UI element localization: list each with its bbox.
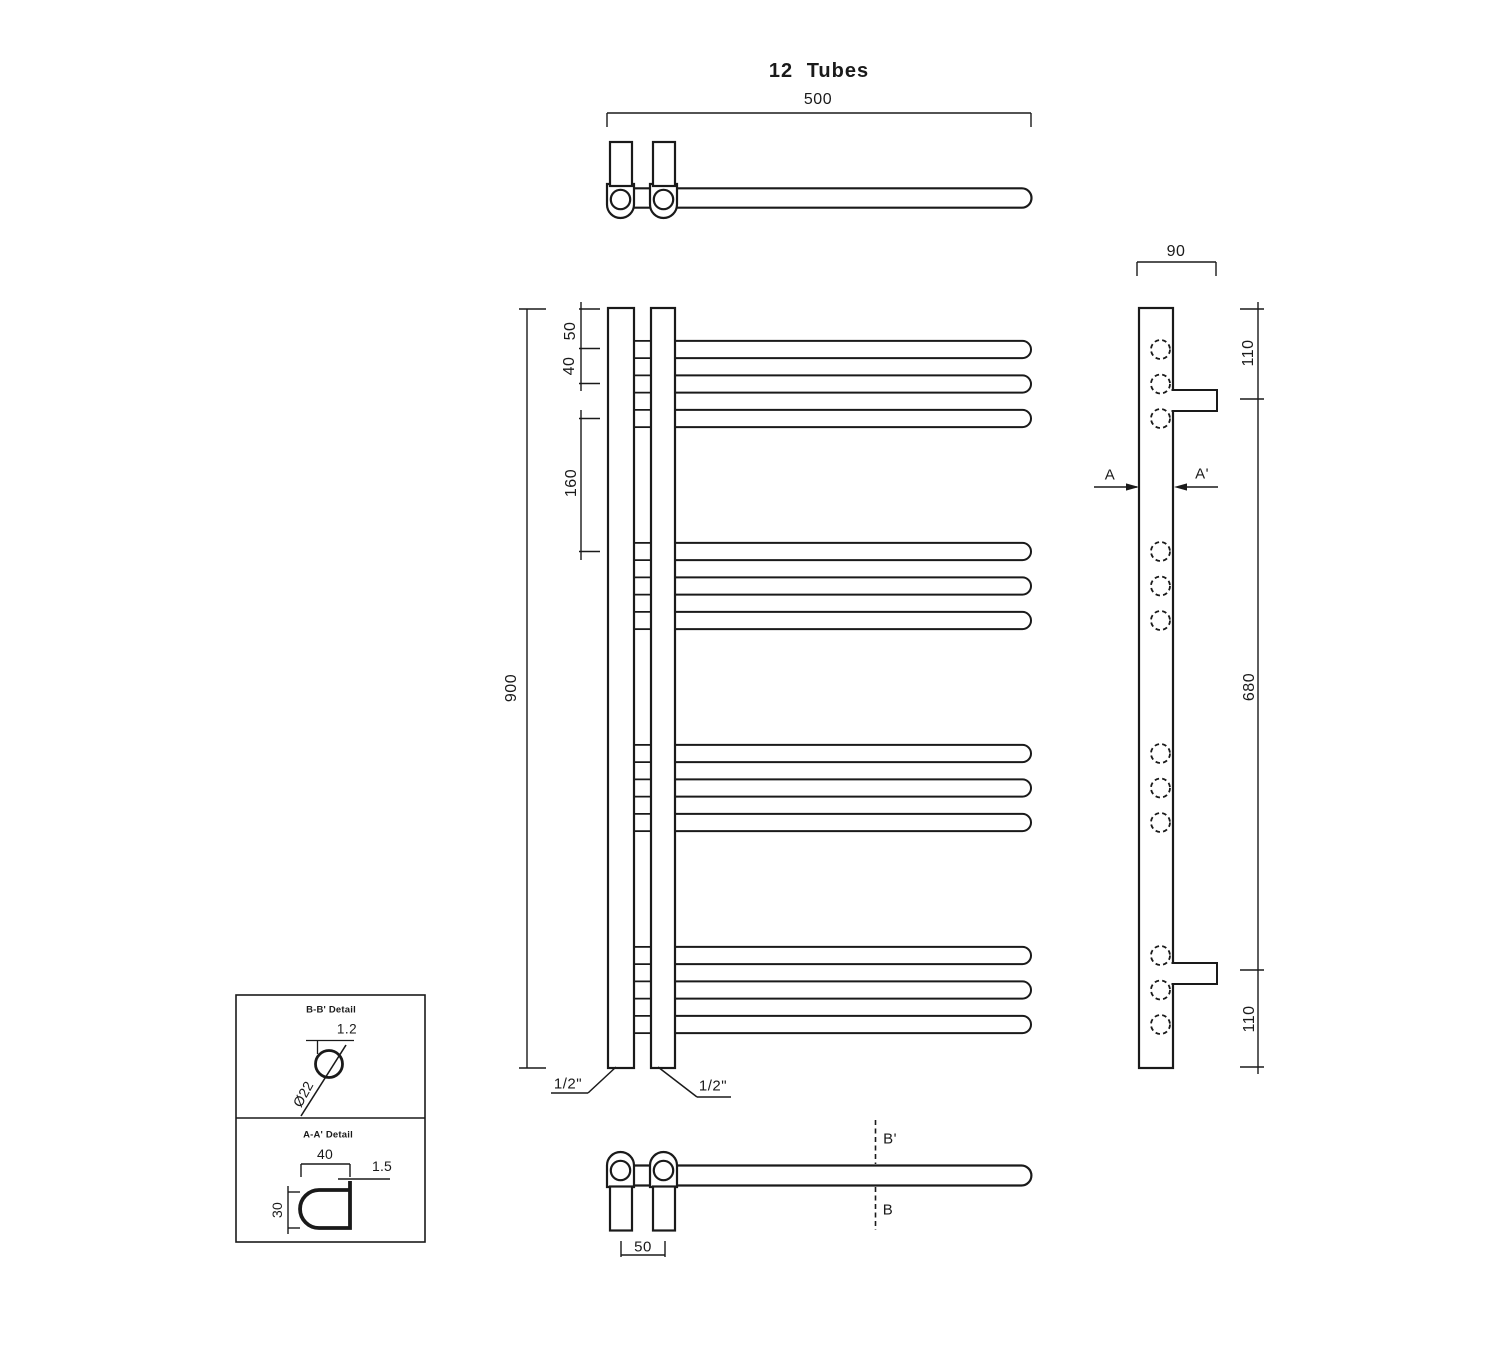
dim-500-label: 500 [803,91,833,108]
tube-stub-block [634,341,651,427]
detail-aa-height-label: 30 [269,1202,285,1218]
front-tube [660,341,1031,358]
front-tubes [660,341,1031,1033]
side-rail [1139,308,1173,1068]
connector-left-leader [588,1067,616,1093]
connector-right-label: 1/2" [698,1077,728,1095]
dim-50-bottom-label: 50 [634,1238,652,1256]
connector-right-leader [658,1067,697,1097]
top-view-tube-bore-left [611,190,630,209]
section-a-label: A [1104,466,1116,484]
bottom-view-tube [634,1166,1031,1186]
front-view [519,302,1031,1097]
dim-90-label: 90 [1166,243,1186,260]
front-tube [660,1016,1031,1033]
front-tube [660,410,1031,427]
dim-160-label: 160 [563,468,580,498]
detail-bb-wall-label: 1.2 [336,1021,358,1037]
front-rail-left [608,308,634,1068]
side-view [1094,262,1264,1074]
side-bracket-bottom [1172,963,1218,984]
dim-40-label: 40 [561,356,578,376]
section-a-prime-arrow [1174,483,1187,490]
detail-aa-width-label: 40 [317,1146,333,1162]
top-view-tube [634,188,1032,207]
front-tube [660,577,1031,594]
detail-bb-diameter-label: Ø22 [289,1078,317,1110]
top-view-tube-bore-right [654,190,673,209]
front-tube [660,981,1031,998]
dim-110-top-label: 110 [1240,339,1257,367]
drawing-title: 12 Tubes [768,60,870,82]
top-view [607,113,1032,218]
bottom-view-tube-bore-right [654,1161,673,1180]
side-bracket-top [1172,390,1218,411]
tube-stub-block [634,947,651,1033]
detail-aa-wall-label: 1.5 [371,1158,393,1174]
front-tube [660,612,1031,629]
dim-50-label: 50 [562,321,579,341]
detail-box [236,995,425,1242]
section-b-prime-label: B' [883,1130,897,1148]
front-tube [660,745,1031,762]
connector-left-label: 1/2" [553,1075,583,1093]
dim-110-bottom-label: 110 [1241,1005,1258,1033]
section-a-prime-label: A' [1195,465,1209,483]
section-b-label: B [882,1201,894,1219]
tube-stub-block [634,745,651,831]
detail-bb-tube-section [316,1051,343,1078]
front-tube [660,375,1031,392]
top-view-bracket-right [653,142,675,186]
section-a-arrow [1126,483,1139,490]
bottom-view-bracket-left [610,1187,632,1231]
front-tube [660,543,1031,560]
top-view-bracket-left [610,142,632,186]
tube-stub-block [634,543,651,629]
bottom-view-bracket-right [653,1187,675,1231]
front-tube [660,779,1031,796]
detail-aa-title: A-A' Detail [303,1129,353,1141]
front-tube [660,814,1031,831]
front-tube-stubs [634,341,651,1033]
dim-900-label: 900 [503,673,520,703]
front-rail-right [651,308,675,1068]
bottom-view [607,1120,1031,1257]
front-tube [660,947,1031,964]
bottom-view-tube-bore-left [611,1161,630,1180]
detail-aa-profile [300,1181,350,1228]
detail-bb-title: B-B' Detail [306,1004,356,1016]
dim-680-label: 680 [1241,672,1258,702]
